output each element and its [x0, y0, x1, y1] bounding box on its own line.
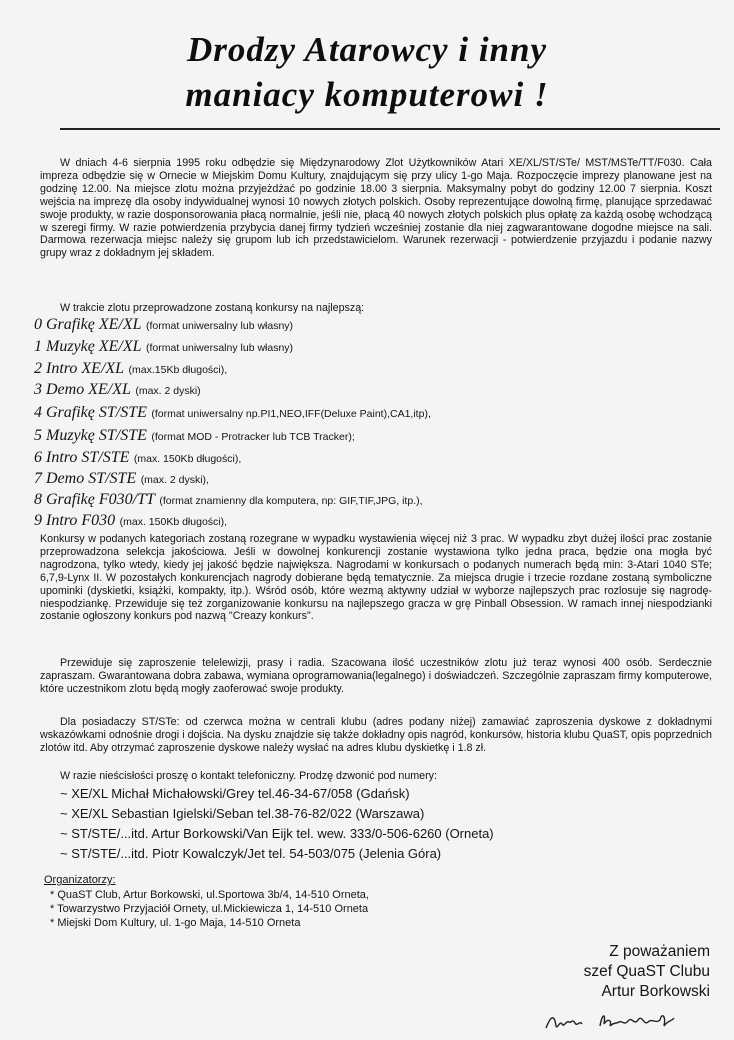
competition-item — [34, 470, 209, 488]
contact-item: ~ XE/XL Sebastian Igielski/Seban tel.38-76-82/022 (Warszawa) — [60, 806, 425, 821]
intro-text: W dniach 4-6 sierpnia 1995 roku odbędzie się Międzynarodowy Zlot Użytkowników Atari XE/XL/ST/STe/ MST/MSTe/TT/F030. Cała impreza odbędzie się w Ornecie w Miejskim Domu Kultury, znajdującym się przy ulicy 1-go Maja. Rozpoczęcie imprezy planowane jest na godzinę 12.00. Na miejsce zlotu można przyjeżdżać po godzinie 18.00 3 sierpnia. Maksymalny pobyt do godziny 12.00 7 sierpnia. Koszt wejścia na imprezę dla osoby indywidualnej wynosi 10 nowych złotych polskich. Osoby reprezentujące dowolną firmę, planujące sprzedawać swoje produkty, w razie dosponsorowania płacą normalnie, jeśli nie, płacą 40 nowych złotych polskich plus opłatę za każdą osobę wchodzącą w szeregi firmy. W razie potwierdzenia przybycia danej firmy tydzień wcześniej zostanie dla niej zagwarantowane dogodne miejsce na sali. Darmowa rezerwacja miejsc należy się grupom lub ich przedstawicielom. Warunek rezerwacji - potwierdzenie przyjazdu i podanie nazwy grupy wraz z dokładnym jej składem. — [40, 157, 712, 260]
contact-list — [60, 784, 494, 864]
contact-item: ~ ST/STE/...itd. Artur Borkowski/Van Eijk tel. wew. 333/0-506-6260 (Orneta) — [60, 826, 494, 841]
contact-lead — [40, 770, 437, 782]
contact-lead-text: W razie nieścisłości proszę o kontakt telefoniczny. Prodzę dzwonić pod numery: — [60, 770, 437, 782]
competition-name: 4 Grafikę ST/STE — [34, 404, 147, 421]
competitions-lead — [40, 302, 364, 314]
organizer-item: * Towarzystwo Przyjaciół Ornety, ul.Mickiewicza 1, 14-510 Orneta — [50, 903, 369, 915]
competition-desc: (format uniwersalny np.PI1,NEO,IFF(Deluxe Paint),CA1,itp), — [151, 408, 431, 420]
competition-item — [34, 512, 227, 530]
title-line-2: maniacy komputerowi ! — [185, 75, 549, 114]
competition-name: 0 Grafikę XE/XL — [34, 316, 142, 333]
competition-desc: (format znamienny dla komputera, np: GIF,TIF,JPG, itp.), — [159, 495, 423, 507]
competition-name: 2 Intro XE/XL — [34, 360, 125, 377]
closing-line-1: Z poważaniem — [609, 943, 710, 960]
invite-text: Dla posiadaczy ST/STe: od czerwca można w centrali klubu (adres podany niżej) zamawiać zaproszenia dyskowe z dokładnymi wskazówkami odnośnie drogi i dojścia. Na dysku znajdzie się także dokładny opis nagród, konkursów, historia klubu QuaST, opis poprzednich zlotów itd. Aby otrzymać zaproszenie dyskowe należy wysłać na adres klubu dyskietkę i 1.8 zł. — [40, 716, 712, 754]
invite-paragraph — [40, 716, 712, 755]
title-line-1: Drodzy Atarowcy i inny — [186, 30, 548, 69]
competition-name: 6 Intro ST/STE — [34, 449, 130, 466]
competition-name: 8 Grafikę F030/TT — [34, 491, 155, 508]
competition-item — [34, 449, 241, 467]
intro-paragraph — [40, 157, 712, 260]
organizer-item: * QuaST Club, Artur Borkowski, ul.Sportowa 3b/4, 14-510 Orneta, — [50, 889, 369, 901]
contact-item: ~ ST/STE/...itd. Piotr Kowalczyk/Jet tel. 54-503/075 (Jelenia Góra) — [60, 846, 442, 861]
competition-desc: (format uniwersalny lub własny) — [146, 320, 294, 332]
closing-block — [540, 942, 710, 1002]
competition-name: 1 Muzykę XE/XL — [34, 338, 142, 355]
rules-paragraph: Konkursy w podanych kategoriach zostaną rozegrane w wypadku wystawienia więcej niż 3 prac. W wypadku zbyt dużej ilości prac zostanie przeprowadzona selekcja jakościowa. Jeśli w dowolnej konkurencji zostanie wystawiona tylko jedna praca, będzie ona mogła być nagrodzona, tylko wtedy, kiedy jej jakość będzie największa. Nagrodami w konkursach o podanych numerach będą min: 3-Atari 1040 STe; 6,7,9-Lynx II. W pozostałych konkurencjach nagrody dobierane będą tematycznie. Za miejsca drugie i trzecie rozdane zostaną symboliczne upominki (dyskietki, książki, kompakty, itp.). Wśród osób, które wezmą aktywny udział w wyborze najlepszych prac rozlosuje się nagrodę-niespodziankę. Przewiduje się też zorganizowanie konkursu na najlepszego gracza w grę Pinball Obsession. W ramach innej niespodzianki zostanie ogłoszony konkurs pod nazwą "Creazy konkurs". — [40, 533, 712, 623]
title-divider — [60, 128, 720, 130]
competition-item — [34, 316, 293, 334]
competition-item — [34, 338, 293, 356]
competition-name: 5 Muzykę ST/STE — [34, 427, 147, 444]
competition-desc: (format MOD - Protracker lub TCB Tracker); — [151, 431, 355, 443]
competition-item — [34, 404, 431, 422]
competition-name: 7 Demo ST/STE — [34, 470, 137, 487]
competition-item — [34, 381, 201, 399]
competition-item — [34, 427, 355, 445]
competition-desc: (max. 2 dyski) — [135, 385, 201, 397]
organizer-item: * Miejski Dom Kultury, ul. 1-go Maja, 14-510 Orneta — [50, 917, 301, 929]
competition-desc: (format uniwersalny lub własny) — [145, 342, 294, 354]
media-paragraph — [40, 657, 712, 696]
competition-item — [34, 491, 423, 509]
competition-desc: (max.15Kb długości), — [128, 364, 228, 376]
organizers-heading: Organizatorzy: — [44, 874, 116, 886]
closing-line-2: szef QuaST Clubu — [583, 963, 710, 980]
media-text: Przewiduje się zaproszenie telelewizji, prasy i radia. Szacowana ilość uczestników zlotu już teraz wynosi 400 osób. Serdecznie zapraszam. Gwarantowana dobra zabawa, wymiana oprogramowania(legalnego) i doświadczeń. Szczególnie zapraszam firmy komputerowe, które uczestnikom zlotu będą mogły zaoferować swoje produkty. — [40, 657, 712, 695]
contact-item: ~ XE/XL Michał Michałowski/Grey tel.46-34-67/058 (Gdańsk) — [60, 786, 410, 801]
competition-desc: (max. 2 dyski), — [140, 474, 209, 486]
handwritten-signature — [544, 1006, 684, 1034]
competition-desc: (max. 150Kb długości), — [133, 453, 242, 465]
closing-line-3: Artur Borkowski — [601, 983, 710, 1000]
competition-name: 9 Intro F030 — [34, 512, 116, 529]
competition-item — [34, 360, 227, 378]
competition-desc: (max. 150Kb długości), — [119, 516, 228, 528]
competitions-lead-text: W trakcie zlotu przeprowadzone zostaną konkursy na najlepszą: — [60, 302, 365, 314]
competition-name: 3 Demo XE/XL — [34, 381, 131, 398]
organizers-list — [50, 888, 369, 930]
